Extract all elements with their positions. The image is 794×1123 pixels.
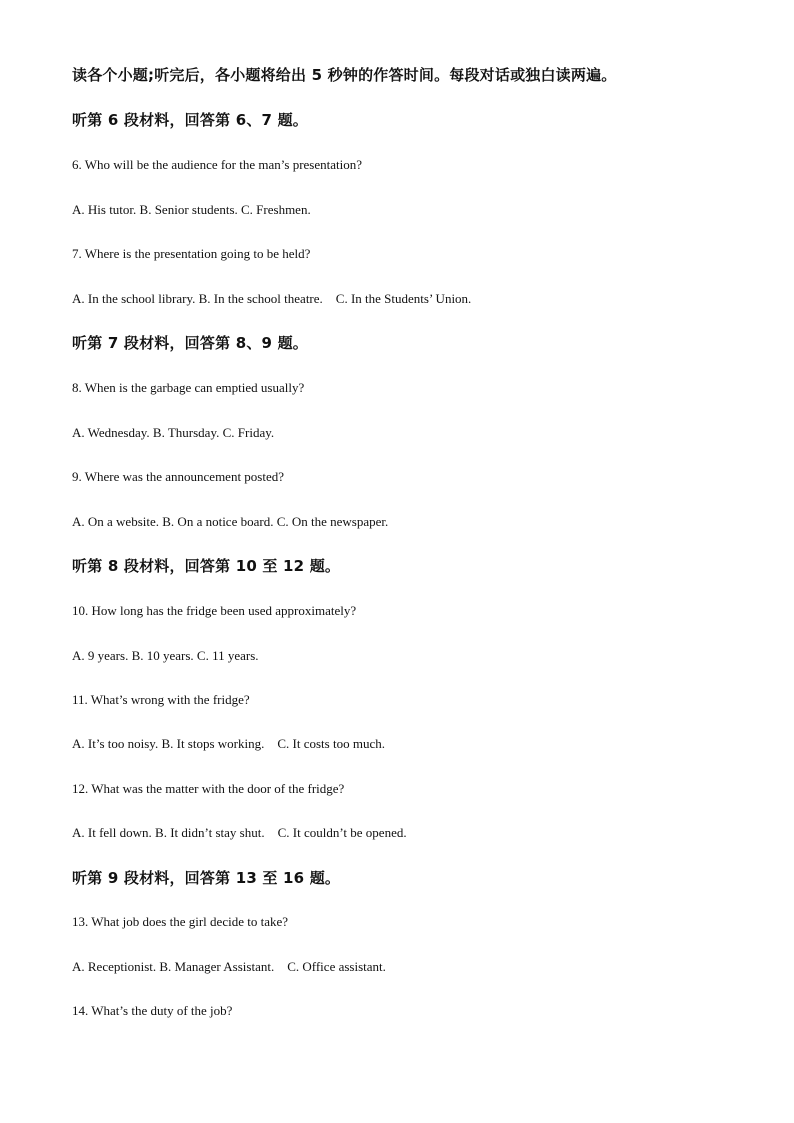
question-11: 11. What’s wrong with the fridge? [72,692,250,707]
question-12: 12. What was the matter with the door of the fridge? [72,781,345,796]
options-11: A. It’s too noisy. B. It stops working. C. It costs too much. [72,736,385,751]
options-13: A. Receptionist. B. Manager Assistant. C. Office assistant. [72,959,386,974]
question-7: 7. Where is the presentation going to be held? [72,246,311,261]
options-12: A. It fell down. B. It didn’t stay shut. C. It couldn’t be opened. [72,825,407,840]
section-heading-8: 听第 8 段材料，回答第 10 至 12 题。 [72,557,341,575]
question-6: 6. Who will be the audience for the man’s presentation? [72,157,362,172]
instruction-text: 读各个小题;听完后，各小题将给出 5 秒钟的作答时间。每段对话或独白读两遍。 [72,66,617,84]
options-9: A. On a website. B. On a notice board. C. On the newspaper. [72,514,389,529]
options-7: A. In the school library. B. In the school theatre. C. In the Students’ Union. [72,291,472,306]
section-heading-9: 听第 9 段材料，回答第 13 至 16 题。 [72,869,341,887]
section-heading-6: 听第 6 段材料，回答第 6、7 题。 [72,111,309,129]
options-10: A. 9 years. B. 10 years. C. 11 years. [72,648,259,663]
question-14: 14. What’s the duty of the job? [72,1003,233,1018]
question-9: 9. Where was the announcement posted? [72,469,285,484]
question-8: 8. When is the garbage can emptied usually? [72,380,305,395]
question-13: 13. What job does the girl decide to take? [72,914,288,929]
section-heading-7: 听第 7 段材料，回答第 8、9 题。 [72,334,309,352]
question-10: 10. How long has the fridge been used approximately? [72,603,357,618]
options-8: A. Wednesday. B. Thursday. C. Friday. [72,425,275,440]
options-6: A. His tutor. B. Senior students. C. Freshmen. [72,202,311,217]
